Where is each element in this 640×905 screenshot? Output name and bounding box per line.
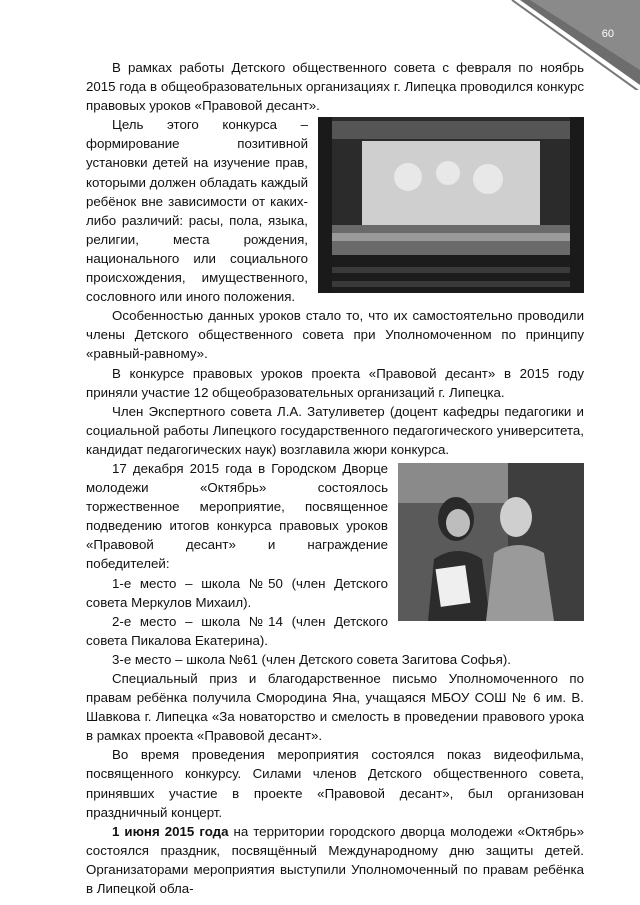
paragraph: Член Экспертного совета Л.А. Затуливетер (доцент кафедры педагогики и социальной работы Липецкого государственного педагогического университета, кандидат педагогических наук) возглавила жюри конкурса.	[86, 403, 584, 457]
article-body	[86, 58, 584, 898]
paragraph: 1-е место – школа №50 (член Детского совета Меркулов Михаил).	[86, 575, 388, 610]
paragraph: Во время проведения мероприятия состоялся показ видеофильма, посвященного конкурсу. Силами членов Детского общественного совета, принявших участие в проекте «Правовой десант», был организован праздничный концерт.	[86, 747, 584, 820]
paragraph: В конкурсе правовых уроков проекта «Правовой десант» в 2015 году приняли участие 12 общеобразовательных организаций г. Липецка.	[86, 365, 584, 400]
event-hall-photo	[318, 117, 584, 293]
paragraph: 2-е место – школа №14 (член Детского совета Пикалова Екатерина).	[86, 613, 388, 648]
award-ceremony-photo	[398, 463, 584, 621]
paragraph: Специальный приз и благодарственное письмо Уполномоченного по правам ребёнка получила Смородина Яна, учащаяся МБОУ СОШ № 6 им. В. Шавкова г. Липецка «За новаторство и смелость в проведении правового урока в рамках проекта «Правовой десант».	[86, 671, 584, 744]
paragraph: Особенностью данных уроков стало то, что их самостоятельно проводили члены Детского общественного совета при Уполномоченном по принципу «равный-равному».	[86, 308, 584, 362]
page-number: 60	[601, 28, 614, 40]
paragraph-text: на территории городского дворца молодежи «Октябрь» состоялся праздник, посвящённый Международному дню защиты детей. Организаторами мероприятия выступили Уполномоченный по правам ребёнка в Липецкой обла-	[86, 823, 584, 897]
paragraph: Цель этого конкурса – формирование позитивной установки детей на изучение прав, которыми должен обладать каждый ребёнок вне зависимости от каких-либо различий: расы, пола, языка, религии, места рождения, национального или социального происхождения, имущественного, сословного или иного положения.	[86, 117, 308, 305]
paragraph	[86, 822, 584, 898]
paragraph: 3-е место – школа №61 (член Детского совета Загитова Софья).	[112, 651, 511, 667]
paragraph: 17 декабря 2015 года в Городском Дворце молодежи «Октябрь» состоялось торжественное мероприятие, посвященное подведению итогов конкурса правовых уроков «Правовой десант» и награждение победителей:	[86, 460, 388, 572]
paragraph: В рамках работы Детского общественного совета с февраля по ноябрь 2015 года в общеобразовательных организациях г. Липецка проводился конкурс правовых уроков «Правовой десант».	[86, 60, 584, 114]
bold-date: 1 июня 2015 года	[112, 823, 229, 839]
